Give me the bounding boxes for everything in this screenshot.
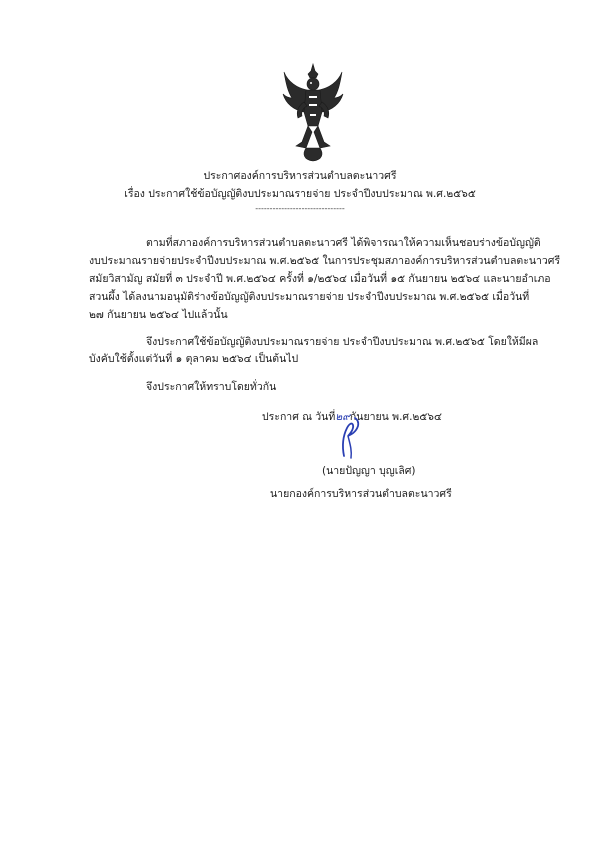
body-line: สวนผึ้ง ได้ลงนามอนุมัติร่างข้อบัญญัติงบประมาณรายจ่าย ประจำปีงบประมาณ พ.ศ.๒๕๖๕ เมื่อวันที่ [89, 291, 530, 303]
announcement-title: ประกาศองค์การบริหารส่วนตำบลตะนาวศรี [203, 170, 397, 182]
body-line: สมัยวิสามัญ สมัยที่ ๓ ประจำปี พ.ศ.๒๕๖๔ ครั้งที่ ๑/๒๕๖๔ เมื่อวันที่ ๑๕ กันยายน ๒๕๖๔ และนายอำเภอ [89, 273, 551, 285]
signer-title: นายกองค์การบริหารส่วนตำบลตะนาวศรี [270, 488, 452, 500]
signer-name: (นายปัญญา บุญเลิศ) [322, 465, 416, 477]
body-line: งบประมาณรายจ่ายประจำปีงบประมาณ พ.ศ.๒๕๖๕ ในการประชุมสภาองค์การบริหารส่วนตำบลตะนาวศรี [89, 255, 561, 267]
title-divider: ------------------------------- [255, 204, 345, 213]
announcement-subject: เรื่อง ประกาศใช้ข้อบัญญัติงบประมาณรายจ่าย ประจำปีงบประมาณ พ.ศ.๒๕๖๕ [124, 188, 476, 200]
closing-line: จึงประกาศให้ทราบโดยทั่วกัน [146, 381, 277, 393]
date-suffix: กันยายน พ.ศ.๒๕๖๔ [349, 411, 442, 423]
handwritten-signature [338, 416, 362, 460]
garuda-emblem-icon [282, 62, 344, 162]
body-line: บังคับใช้ตั้งแต่วันที่ ๑ ตุลาคม ๒๕๖๔ เป็นต้นไป [89, 353, 299, 365]
body-line: ตามที่สภาองค์การบริหารส่วนตำบลตะนาวศรี ได้พิจารณาให้ความเห็นชอบร่างข้อบัญญัติ [146, 237, 541, 249]
date-prefix: ประกาศ ณ วันที่ [262, 411, 336, 423]
handwritten-day: ๒๙ [335, 411, 350, 423]
body-line: จึงประกาศใช้ข้อบัญญัติงบประมาณรายจ่าย ประจำปีงบประมาณ พ.ศ.๒๕๖๕ โดยให้มีผล [146, 336, 539, 348]
body-line: ๒๗ กันยายน ๒๕๖๔ ไปแล้วนั้น [89, 309, 228, 321]
